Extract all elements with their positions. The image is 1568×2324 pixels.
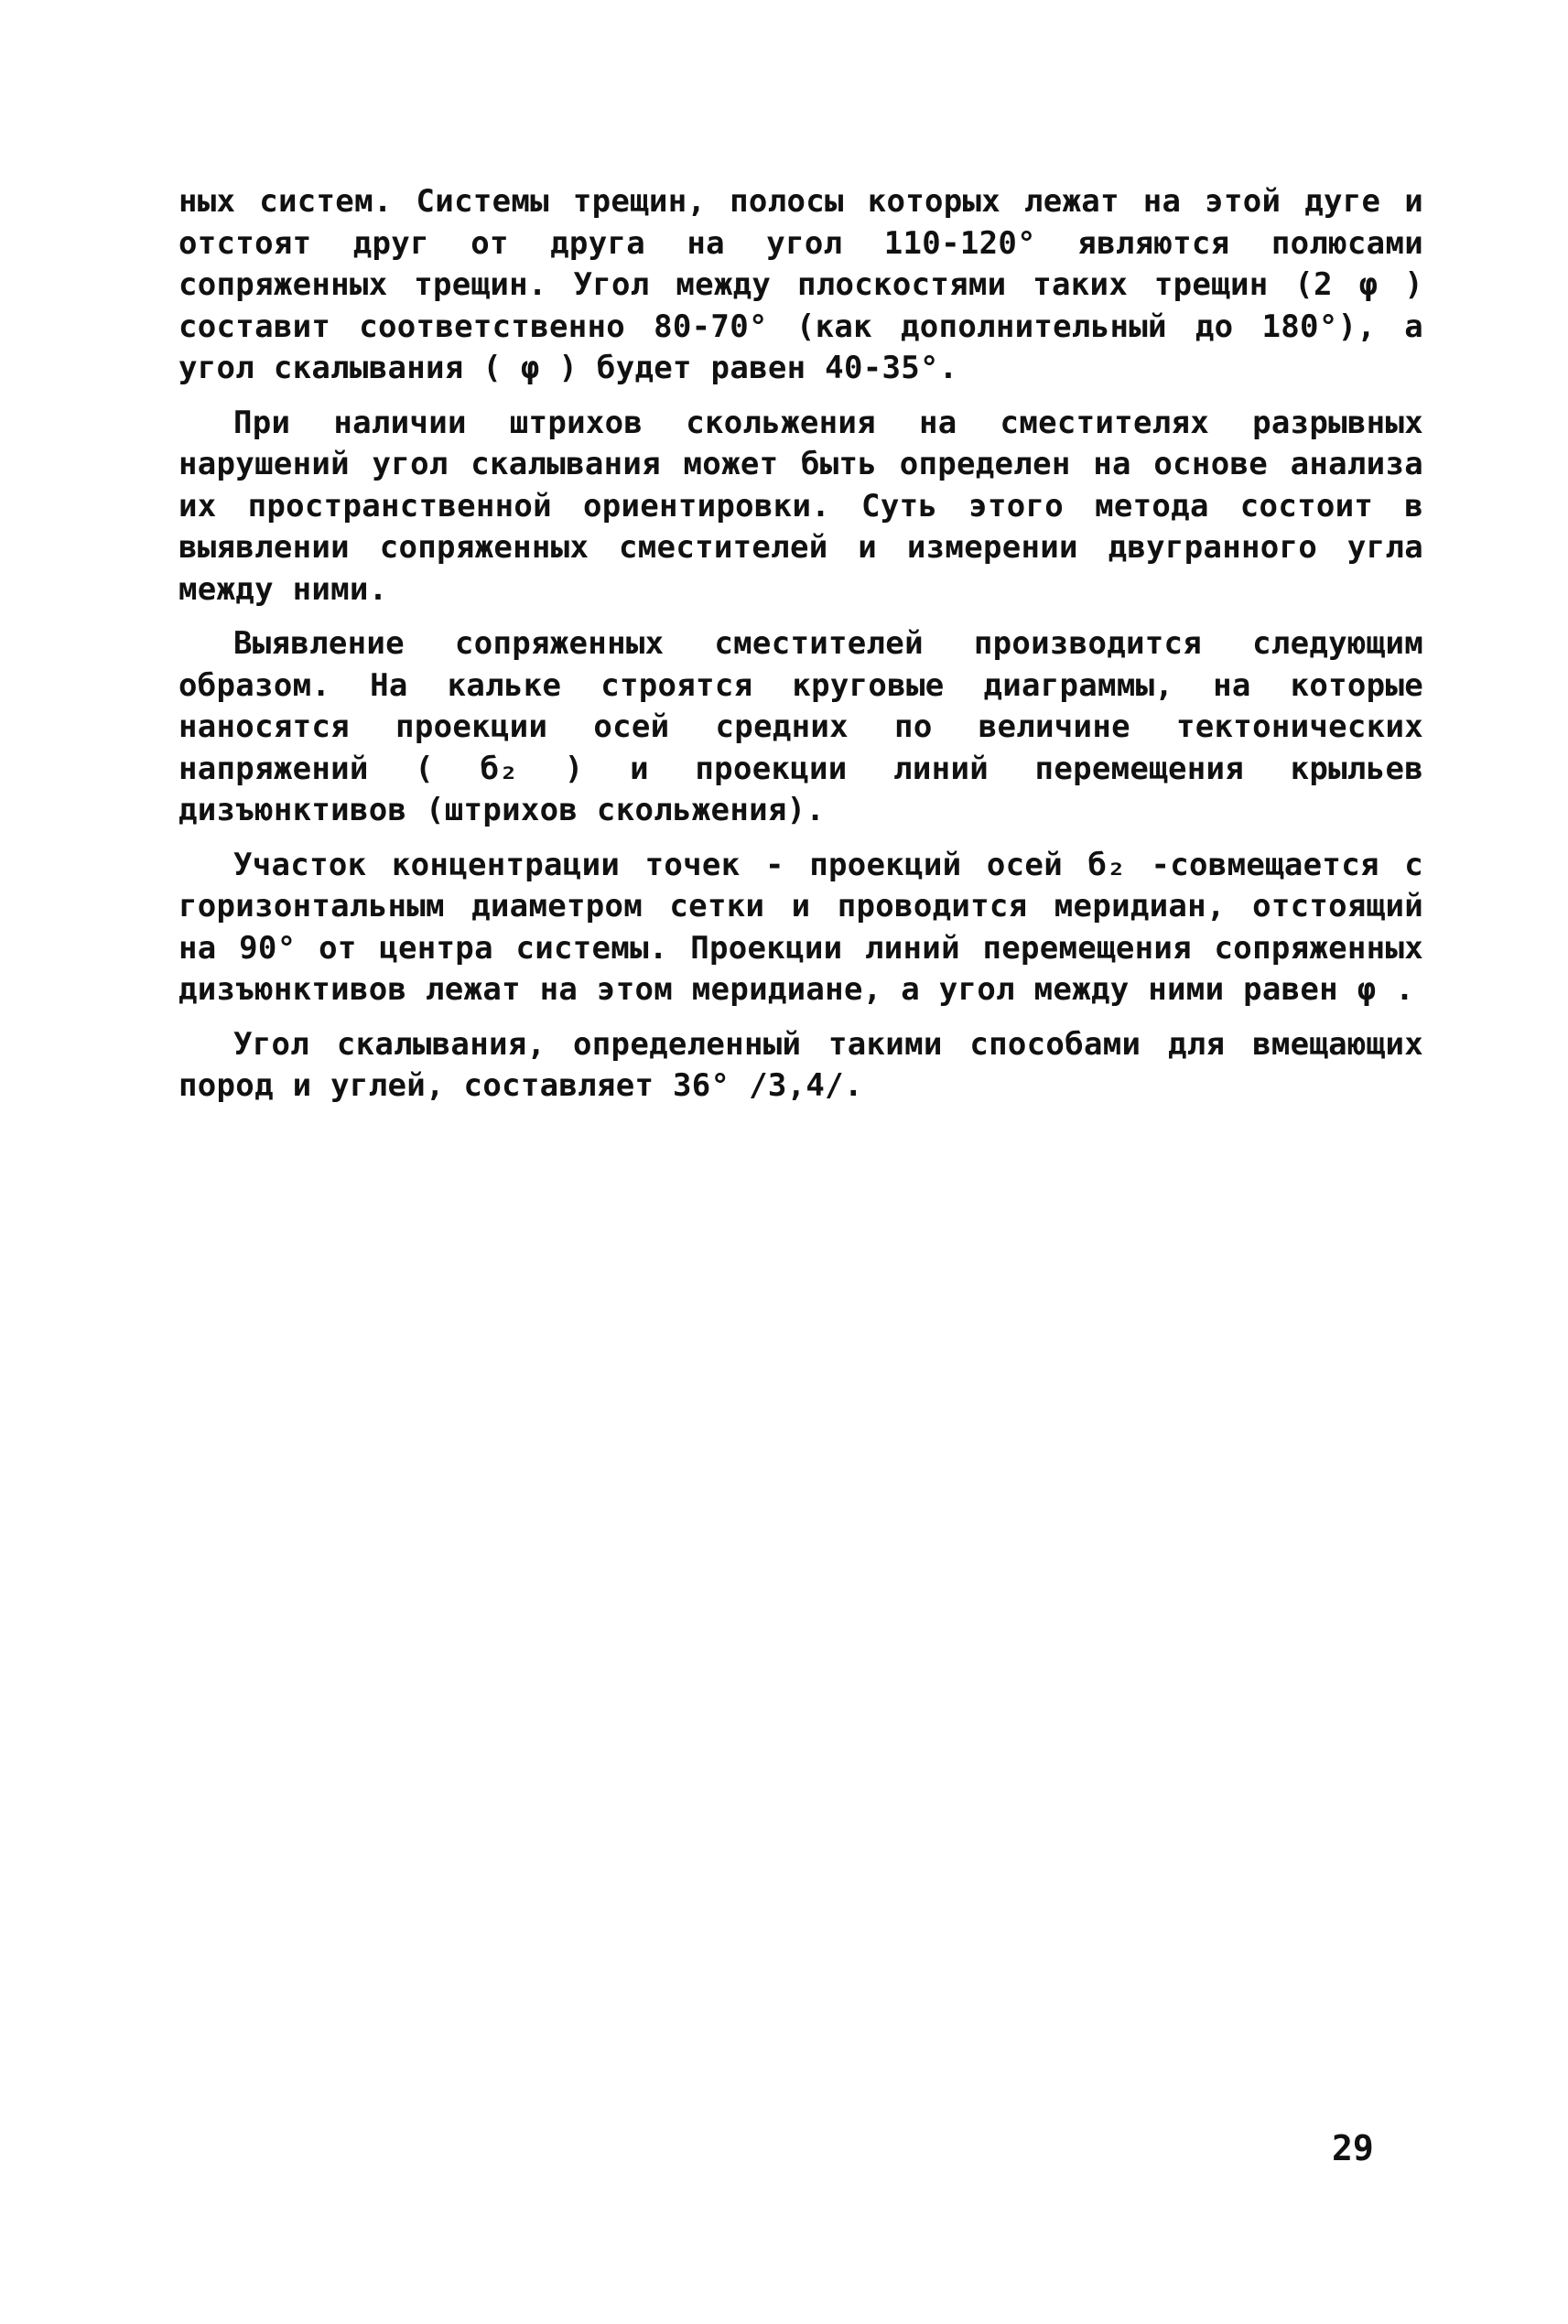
paragraph-3: Выявление сопряженных сместителей производится следующим образом. На кальке строятся круговые диаграммы, на которые наносятся проекции осей средних по величине тектонических напряжений ( б₂ ) и проекции линий перемещения крыльев дизъюнктивов (штрихов скольжения).	[178, 625, 1423, 828]
paragraph-1: ных систем. Системы трещин, полосы которых лежат на этой дуге и отстоят друг от друга на угол 110-120° являются полюсами сопряженных трещин. Угол между плоскостями таких трещин (2 φ ) составит соответственно 80-70° (как дополнительный до 180°), а угол скалывания ( φ ) будет равен 40-35°.	[178, 183, 1423, 386]
paragraph-5: Угол скалывания, определенный такими способами для вмещающих пород и углей, составляет 36° /3,4/.	[178, 1025, 1423, 1104]
paragraph-4: Участок концентрации точек - проекций осей б₂ -совмещается с горизонтальным диаметром сетки и проводится меридиан, отстоящий на 90° от центра системы. Проекции линий перемещения сопряженных дизъюнктивов лежат на этом меридиане, а угол между ними равен φ .	[178, 846, 1423, 1008]
page-number: 29	[1332, 2128, 1374, 2168]
paragraph-2: При наличии штрихов скольжения на сместителях разрывных нарушений угол скалывания может быть определен на основе анализа их пространственной ориентировки. Суть этого метода состоит в выявлении сопряженных сместителей и измерении двугранного угла между ними.	[178, 404, 1423, 608]
body-text	[178, 181, 1423, 1108]
